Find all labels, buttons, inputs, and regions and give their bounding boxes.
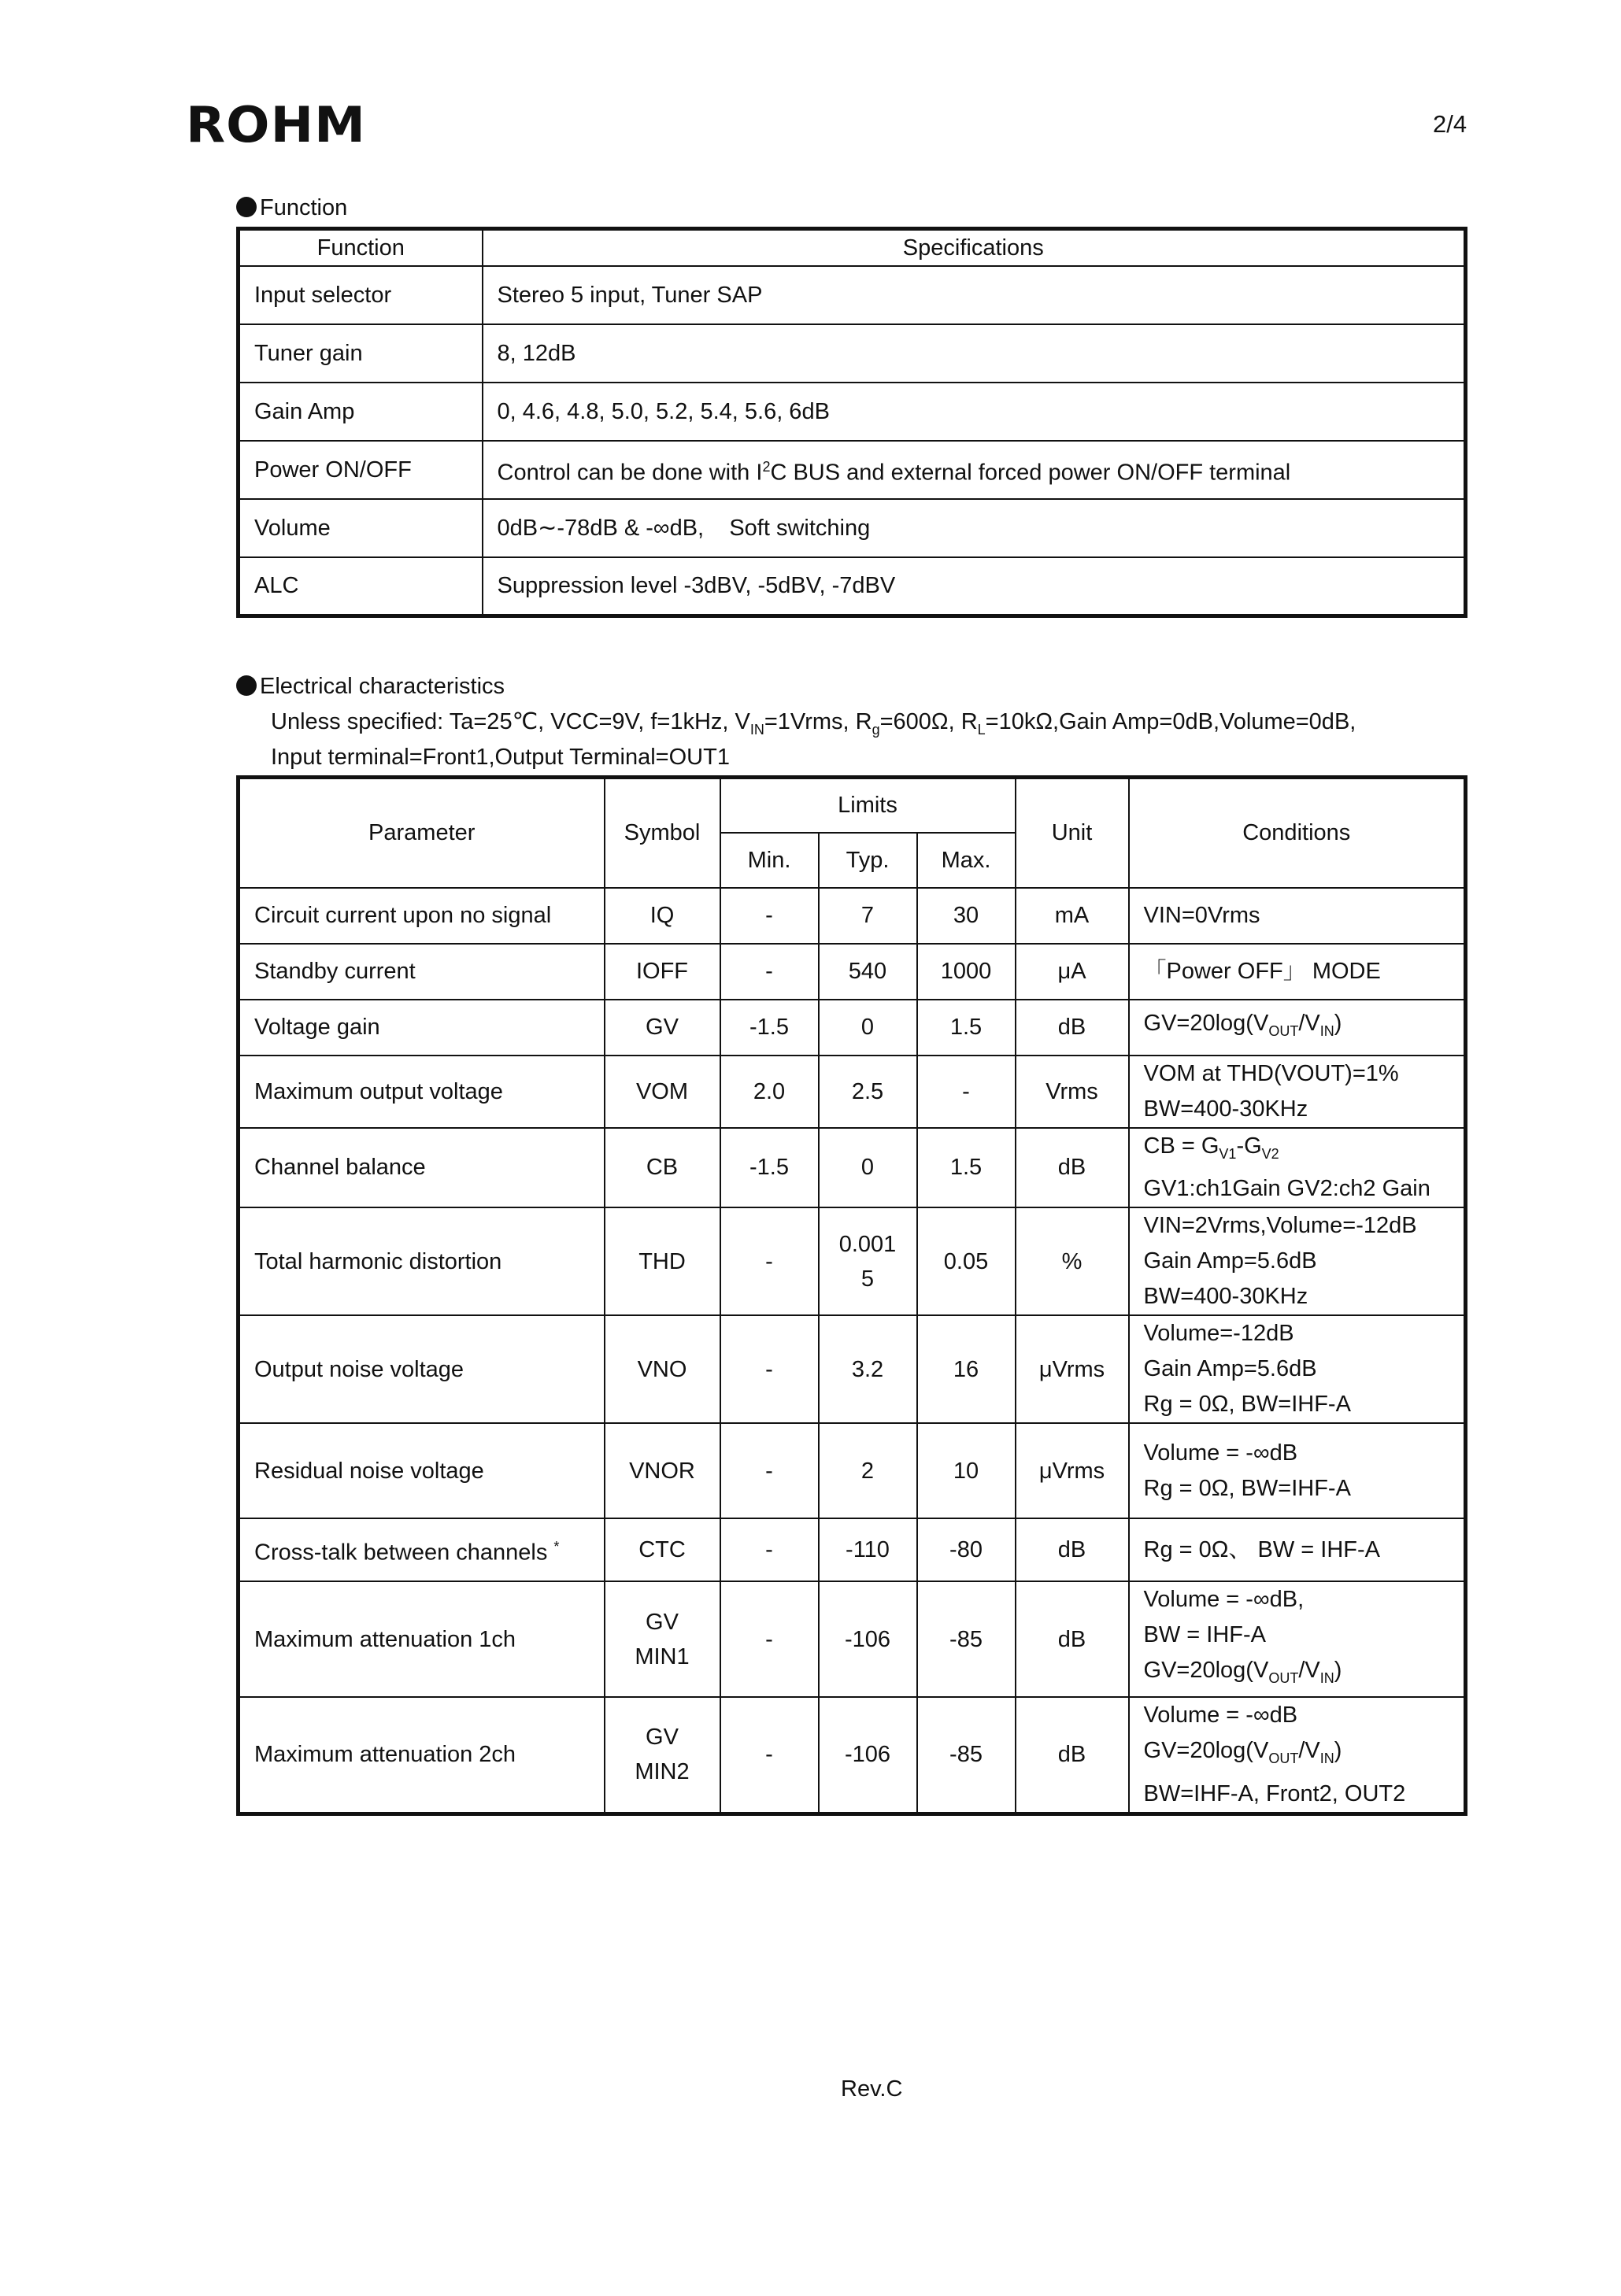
table-row bbox=[239, 266, 1466, 324]
conditions-cell: Volume = -∞dB, BW = IHF-A $GV=20\log(V_{OUT}/V_{IN})$ bbox=[1129, 1581, 1466, 1697]
symbol-cell: GV MIN2 bbox=[605, 1697, 720, 1814]
spec-cell: Stereo 5 input, Tuner SAP bbox=[483, 266, 1466, 324]
symbol-cell: VNOR bbox=[605, 1423, 720, 1518]
typ-cell: 7 bbox=[819, 888, 917, 944]
symbol-cell: GV MIN1 bbox=[605, 1581, 720, 1697]
unit-cell: dB bbox=[1016, 1128, 1129, 1208]
table-row bbox=[239, 1000, 1466, 1056]
function-cell: Tuner gain bbox=[239, 324, 483, 383]
min-cell: -1.5 bbox=[720, 1128, 819, 1208]
header-limits: Limits bbox=[720, 778, 1016, 833]
header-function: Function bbox=[239, 229, 483, 267]
table-row bbox=[239, 1697, 1466, 1814]
unit-cell: dB bbox=[1016, 1697, 1129, 1814]
function-cell: ALC bbox=[239, 557, 483, 616]
symbol-cell: VOM bbox=[605, 1056, 720, 1128]
spec-cell: 0dB∼-78dB & -∞dB, Soft switching bbox=[483, 499, 1466, 557]
parameter-cell: Output noise voltage bbox=[239, 1315, 605, 1423]
function-section-title: Function bbox=[236, 197, 347, 220]
conditions-cell: $GV=20\log(V_{OUT}/V_{IN})$ bbox=[1129, 1000, 1466, 1056]
min-cell: - bbox=[720, 944, 819, 1000]
min-cell: - bbox=[720, 1207, 819, 1315]
max-cell: -85 bbox=[917, 1697, 1016, 1814]
header-unit: Unit bbox=[1016, 778, 1129, 888]
header-parameter: Parameter bbox=[239, 778, 605, 888]
unit-cell: μVrms bbox=[1016, 1315, 1129, 1423]
max-cell: 30 bbox=[917, 888, 1016, 944]
max-cell: 0.05 bbox=[917, 1207, 1016, 1315]
unit-cell: mA bbox=[1016, 888, 1129, 944]
table-row bbox=[239, 324, 1466, 383]
typ-cell: 0 bbox=[819, 1128, 917, 1208]
table-row bbox=[239, 944, 1466, 1000]
table-row bbox=[239, 1056, 1466, 1128]
max-cell: 10 bbox=[917, 1423, 1016, 1518]
unit-cell: dB bbox=[1016, 1518, 1129, 1581]
revision-footer: Rev.C bbox=[841, 2076, 903, 2102]
function-cell: Gain Amp bbox=[239, 383, 483, 441]
unit-cell: Vrms bbox=[1016, 1056, 1129, 1128]
min-cell: 2.0 bbox=[720, 1056, 819, 1128]
max-cell: - bbox=[917, 1056, 1016, 1128]
function-cell: Power ON/OFF bbox=[239, 441, 483, 499]
typ-cell: 0 bbox=[819, 1000, 917, 1056]
parameter-cell: Voltage gain bbox=[239, 1000, 605, 1056]
unit-cell: μA bbox=[1016, 944, 1129, 1000]
test-conditions: Unless specified: Ta=25℃, VCC=9V, f=1kHz, $V_{IN}=1Vrms$, $R_g=600\Omega$, $R_L=10k\Omega,Gain$ Amp=0dB,Volume=0dB, bbox=[271, 709, 1356, 738]
parameter-cell: Cross-talk between channels * bbox=[239, 1518, 605, 1581]
header-symbol: Symbol bbox=[605, 778, 720, 888]
header-specifications: Specifications bbox=[483, 229, 1466, 267]
spec-cell: Suppression level -3dBV, -5dBV, -7dBV bbox=[483, 557, 1466, 616]
conditions-cell: VIN=0Vrms bbox=[1129, 888, 1466, 944]
unit-cell: % bbox=[1016, 1207, 1129, 1315]
unit-cell: dB bbox=[1016, 1581, 1129, 1697]
min-cell: - bbox=[720, 888, 819, 944]
parameter-cell: Channel balance bbox=[239, 1128, 605, 1208]
table-row bbox=[239, 499, 1466, 557]
spec-cell: Control can be done with $I^2C$ BUS and external forced power ON/OFF terminal bbox=[483, 441, 1466, 499]
conditions-cell: 「Power OFF」 MODE bbox=[1129, 944, 1466, 1000]
table-header-row bbox=[239, 229, 1466, 267]
table-row bbox=[239, 383, 1466, 441]
conditions-cell: Rg = 0Ω、 BW = IHF-A bbox=[1129, 1518, 1466, 1581]
function-cell: Volume bbox=[239, 499, 483, 557]
table-row bbox=[239, 1518, 1466, 1581]
parameter-cell: Residual noise voltage bbox=[239, 1423, 605, 1518]
typ-cell: -106 bbox=[819, 1581, 917, 1697]
symbol-cell: GV bbox=[605, 1000, 720, 1056]
conditions-cell: Volume = -∞dB $GV=20\log(V_{OUT}/V_{IN})$ BW=IHF-A, Front2, OUT2 bbox=[1129, 1697, 1466, 1814]
table-row bbox=[239, 1207, 1466, 1315]
table-row bbox=[239, 888, 1466, 944]
header-conditions: Conditions bbox=[1129, 778, 1466, 888]
table-row bbox=[239, 1128, 1466, 1208]
max-cell: 1.5 bbox=[917, 1128, 1016, 1208]
parameter-cell: Standby current bbox=[239, 944, 605, 1000]
min-cell: - bbox=[720, 1423, 819, 1518]
table-row bbox=[239, 441, 1466, 499]
min-cell: - bbox=[720, 1581, 819, 1697]
bullet-icon bbox=[236, 675, 257, 696]
max-cell: 16 bbox=[917, 1315, 1016, 1423]
test-conditions-terminals: Input terminal=Front1,Output Terminal=OUT1 bbox=[271, 745, 730, 770]
bullet-icon bbox=[236, 197, 257, 217]
max-cell: 1000 bbox=[917, 944, 1016, 1000]
conditions-cell: VOM at THD(VOUT)=1% BW=400-30KHz bbox=[1129, 1056, 1466, 1128]
unit-cell: μVrms bbox=[1016, 1423, 1129, 1518]
typ-cell: 2 bbox=[819, 1423, 917, 1518]
function-table bbox=[236, 227, 1467, 618]
electrical-characteristics-table bbox=[236, 775, 1467, 1816]
typ-cell: 540 bbox=[819, 944, 917, 1000]
function-cell: Input selector bbox=[239, 266, 483, 324]
max-cell: 1.5 bbox=[917, 1000, 1016, 1056]
max-cell: -85 bbox=[917, 1581, 1016, 1697]
spec-cell: 0, 4.6, 4.8, 5.0, 5.2, 5.4, 5.6, 6dB bbox=[483, 383, 1466, 441]
table-row bbox=[239, 1315, 1466, 1423]
typ-cell: 3.2 bbox=[819, 1315, 917, 1423]
max-cell: -80 bbox=[917, 1518, 1016, 1581]
parameter-cell: Circuit current upon no signal bbox=[239, 888, 605, 944]
typ-cell: -106 bbox=[819, 1697, 917, 1814]
symbol-cell: VNO bbox=[605, 1315, 720, 1423]
typ-cell: 2.5 bbox=[819, 1056, 917, 1128]
spec-cell: 8, 12dB bbox=[483, 324, 1466, 383]
page-number: 2/4 bbox=[1433, 110, 1467, 138]
min-cell: -1.5 bbox=[720, 1000, 819, 1056]
conditions-cell: Volume = -∞dB Rg = 0Ω, BW=IHF-A bbox=[1129, 1423, 1466, 1518]
conditions-cell: CB = $G_{V1}-G_{V2}$ GV1:ch1Gain GV2:ch2 Gain bbox=[1129, 1128, 1466, 1208]
table-header-row bbox=[239, 778, 1466, 833]
symbol-cell: IOFF bbox=[605, 944, 720, 1000]
header-min: Min. bbox=[720, 833, 819, 888]
symbol-cell: THD bbox=[605, 1207, 720, 1315]
electrical-section-title: Electrical characteristics bbox=[236, 675, 505, 698]
parameter-cell: Maximum attenuation 1ch bbox=[239, 1581, 605, 1697]
table-row bbox=[239, 557, 1466, 616]
conditions-cell: Volume=-12dB Gain Amp=5.6dB Rg = 0Ω, BW=IHF-A bbox=[1129, 1315, 1466, 1423]
symbol-cell: IQ bbox=[605, 888, 720, 944]
parameter-cell: Total harmonic distortion bbox=[239, 1207, 605, 1315]
conditions-cell: VIN=2Vrms,Volume=-12dB Gain Amp=5.6dB BW=400-30KHz bbox=[1129, 1207, 1466, 1315]
table-row bbox=[239, 1423, 1466, 1518]
typ-cell: 0.001 5 bbox=[819, 1207, 917, 1315]
parameter-cell: Maximum output voltage bbox=[239, 1056, 605, 1128]
parameter-cell: Maximum attenuation 2ch bbox=[239, 1697, 605, 1814]
rohm-logo: ROHM bbox=[186, 96, 366, 153]
typ-cell: -110 bbox=[819, 1518, 917, 1581]
min-cell: - bbox=[720, 1697, 819, 1814]
header-max: Max. bbox=[917, 833, 1016, 888]
header-typ: Typ. bbox=[819, 833, 917, 888]
unit-cell: dB bbox=[1016, 1000, 1129, 1056]
table-row bbox=[239, 1581, 1466, 1697]
min-cell: - bbox=[720, 1315, 819, 1423]
symbol-cell: CTC bbox=[605, 1518, 720, 1581]
symbol-cell: CB bbox=[605, 1128, 720, 1208]
min-cell: - bbox=[720, 1518, 819, 1581]
